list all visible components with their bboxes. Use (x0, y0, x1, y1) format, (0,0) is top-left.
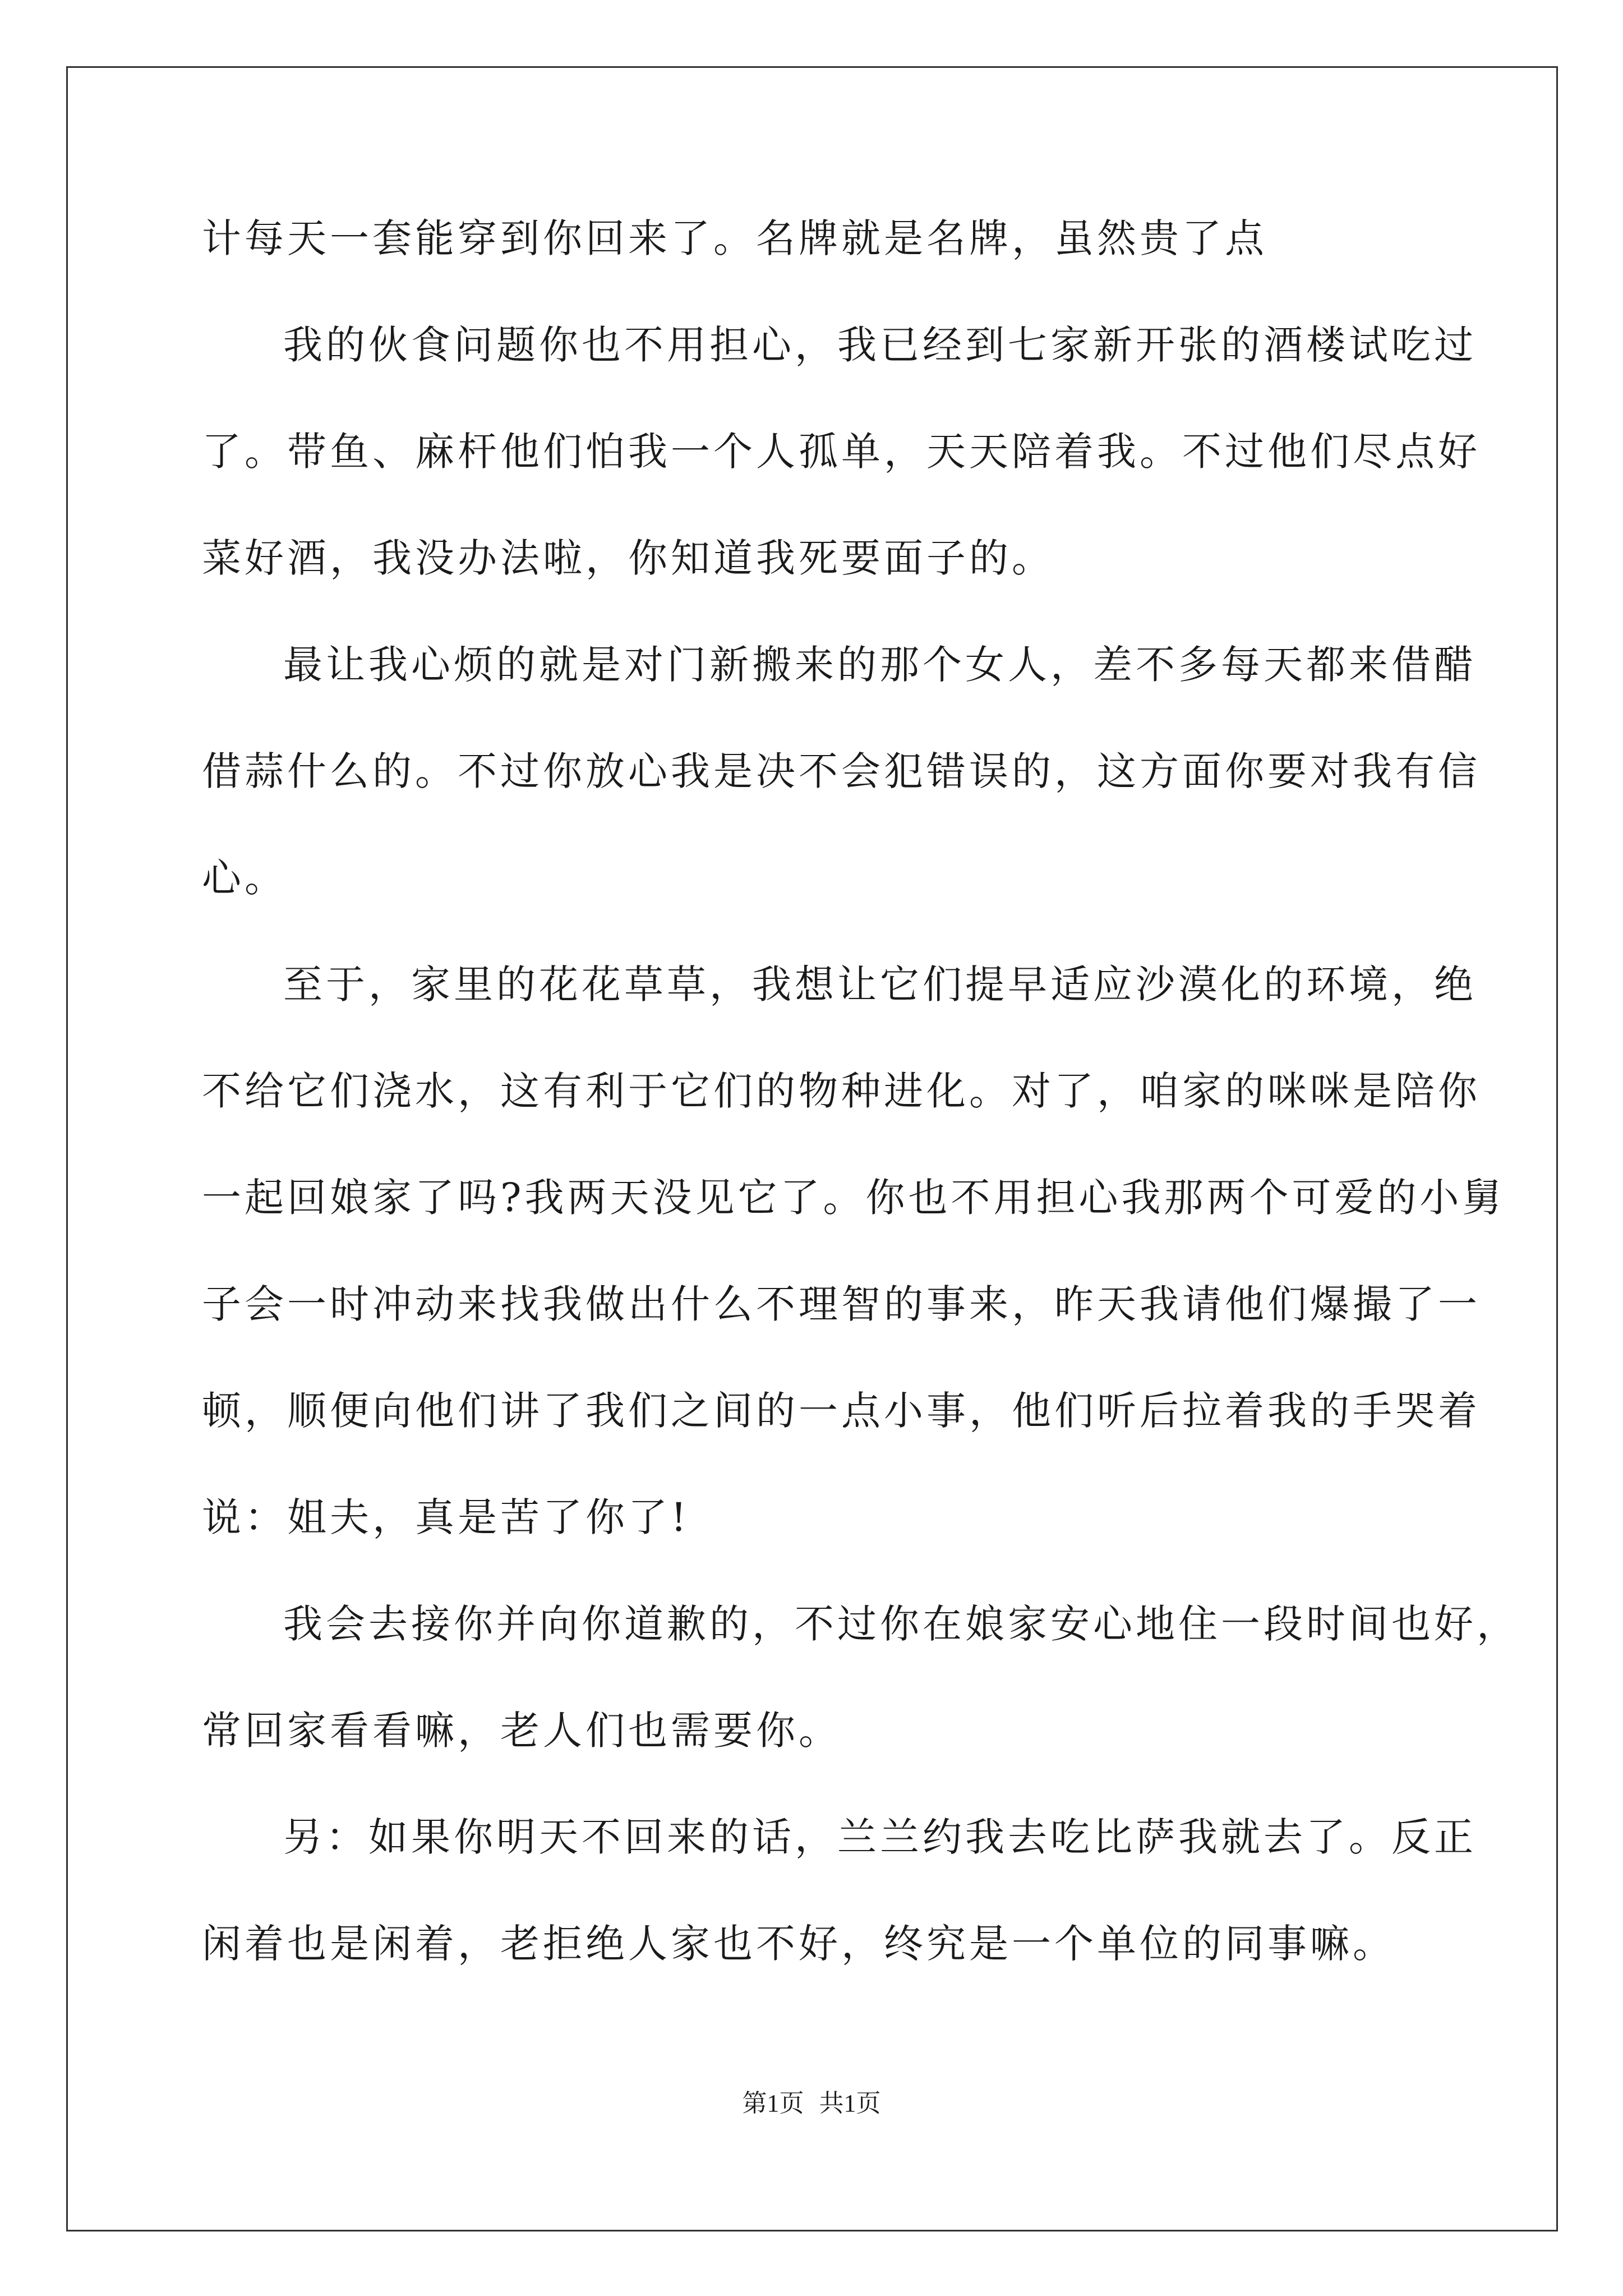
text-line: 常回家看看嘛，老人们也需要你。 (202, 1708, 841, 1754)
text-line: 闲着也是闲着，老拒绝人家也不好，终究是一个单位的同事嘛。 (202, 1921, 1395, 1967)
page-border (66, 66, 1558, 2231)
page-footer (0, 2087, 1623, 2120)
paragraph-start-line: 至于，家里的花花草草，我想让它们提早适应沙漠化的环境，绝 (283, 961, 1477, 1007)
paragraph-start-line: 最让我心烦的就是对门新搬来的那个女人，差不多每天都来借醋 (283, 642, 1477, 688)
text-line: 菜好酒，我没办法啦，你知道我死要面子的。 (202, 535, 1054, 581)
text-line: 子会一时冲动来找我做出什么不理智的事来，昨天我请他们爆撮了一 (202, 1281, 1481, 1327)
text-line: 一起回娘家了吗?我两天没见它了。你也不用担心我那两个可爱的小舅 (202, 1175, 1505, 1221)
text-line: 了。带鱼、麻杆他们怕我一个人孤单，天天陪着我。不过他们尽点好 (202, 429, 1481, 475)
page-number: 第1页 (742, 2090, 804, 2117)
text-line: 借蒜什么的。不过你放心我是决不会犯错误的，这方面你要对我有信 (202, 748, 1481, 794)
paragraph-start-line: 另：如果你明天不回来的话，兰兰约我去吃比萨我就去了。反正 (283, 1814, 1477, 1860)
text-line: 心。 (202, 855, 287, 901)
text-line: 说：姐夫，真是苦了你了! (202, 1494, 690, 1540)
page-total: 共1页 (819, 2090, 881, 2117)
text-line: 顿，顺便向他们讲了我们之间的一点小事，他们听后拉着我的手哭着 (202, 1388, 1481, 1434)
text-line: 计每天一套能穿到你回来了。名牌就是名牌，虽然贵了点 (202, 215, 1267, 261)
text-line: 不给它们浇水，这有利于它们的物种进化。对了，咱家的咪咪是陪你 (202, 1068, 1481, 1114)
paragraph-start-line: 我的伙食问题你也不用担心，我已经到七家新开张的酒楼试吃过 (283, 322, 1477, 368)
paragraph-start-line: 我会去接你并向你道歉的，不过你在娘家安心地住一段时间也好， (283, 1601, 1519, 1647)
